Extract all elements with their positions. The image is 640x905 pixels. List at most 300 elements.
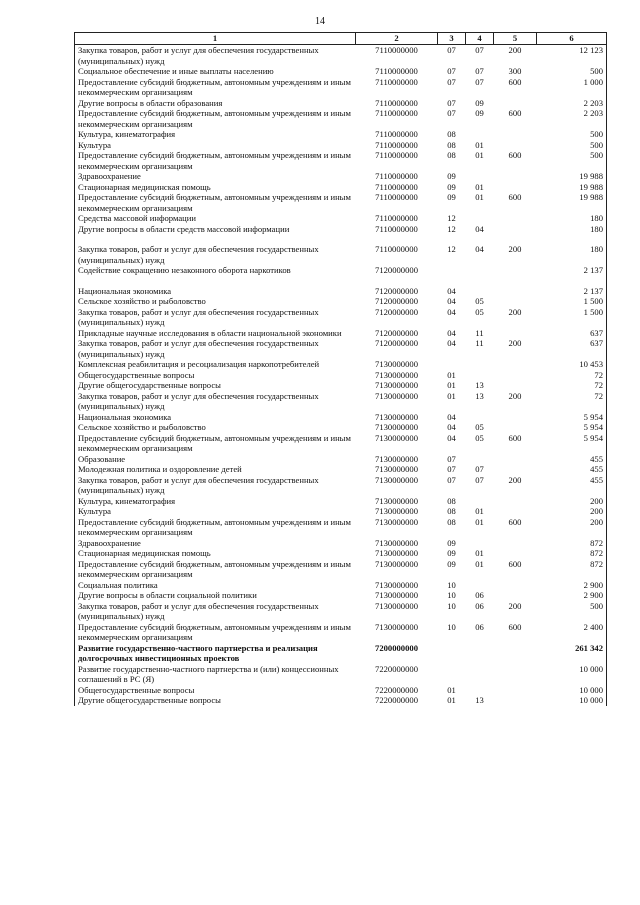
row-code: 7130000000	[375, 600, 418, 611]
row-subsection	[466, 234, 494, 244]
row-name: Закупка товаров, работ и услуг для обеспечения государственных (муниципальных) нужд	[75, 244, 356, 265]
row-code: 7110000000	[375, 45, 418, 55]
row-section: 09	[447, 171, 456, 181]
row-section: 07	[447, 66, 456, 76]
row-amount: 2 137	[537, 286, 607, 297]
row-amount: 637	[537, 338, 607, 359]
row-name: Предоставление субсидий бюджетным, автономным учреждениям и иным некоммерческим организациям	[75, 433, 356, 454]
row-name: Предоставление субсидий бюджетным, автономным учреждениям и иным некоммерческим организациям	[75, 559, 356, 580]
row-section: 01	[447, 390, 456, 401]
row-subsection	[466, 370, 494, 381]
row-amount: 10 453	[537, 359, 607, 370]
row-amount: 10 000	[537, 695, 607, 706]
row-section: 10	[447, 579, 456, 590]
row-expense-type	[494, 296, 537, 307]
row-subsection: 06	[475, 621, 484, 632]
row-code: 7120000000	[375, 327, 418, 338]
row-section: 04	[447, 432, 456, 443]
row-subsection	[466, 171, 494, 182]
table-row	[75, 328, 607, 339]
row-amount: 500	[537, 140, 607, 151]
row-expense-type	[494, 328, 537, 339]
row-subsection	[466, 286, 494, 297]
row-code: 7110000000	[375, 150, 418, 160]
row-subsection: 04	[475, 223, 484, 234]
row-name: Закупка товаров, работ и услуг для обеспечения государственных (муниципальных) нужд	[75, 45, 356, 67]
row-expense-type	[494, 286, 537, 297]
row-section: 08	[447, 506, 456, 516]
row-section	[438, 643, 466, 664]
row-section: 04	[447, 327, 456, 338]
row-amount: 500	[537, 601, 607, 622]
row-expense-type	[494, 685, 537, 696]
row-section	[438, 664, 466, 685]
table-row	[75, 171, 607, 182]
table-row	[75, 464, 607, 475]
row-amount: 72	[537, 370, 607, 381]
row-code: 7130000000	[375, 464, 418, 474]
row-code: 7130000000	[375, 411, 418, 422]
table-row	[75, 433, 607, 454]
table-row	[75, 338, 607, 359]
table-row	[75, 265, 607, 276]
row-amount: 19 988	[537, 192, 607, 213]
row-code: 7110000000	[375, 139, 418, 150]
row-expense-type	[494, 538, 537, 549]
table-row	[75, 391, 607, 412]
row-amount: 2 400	[537, 622, 607, 643]
row-section: 10	[447, 590, 456, 600]
row-section: 08	[447, 150, 456, 160]
row-code: 7110000000	[375, 171, 418, 181]
table-row	[75, 412, 607, 423]
row-subsection: 13	[475, 695, 484, 705]
row-expense-type	[494, 496, 537, 507]
row-code: 7110000000	[375, 192, 418, 202]
row-expense-type	[494, 213, 537, 224]
row-section: 08	[447, 139, 456, 150]
row-subsection: 07	[475, 76, 484, 87]
row-subsection	[466, 664, 494, 685]
row-expense-type	[494, 98, 537, 109]
row-expense-type	[494, 580, 537, 591]
table-row	[75, 380, 607, 391]
table-row	[75, 590, 607, 601]
table-row	[75, 224, 607, 235]
row-expense-type: 600	[508, 621, 522, 632]
row-subsection: 13	[475, 390, 484, 401]
table-row	[75, 66, 607, 77]
row-code: 7110000000	[375, 97, 418, 108]
row-name: Предоставление субсидий бюджетным, автономным учреждениям и иным некоммерческим организациям	[75, 150, 356, 171]
row-amount: 1 500	[537, 307, 607, 328]
row-expense-type: 200	[508, 244, 522, 254]
table-row	[75, 108, 607, 129]
row-section: 09	[447, 548, 456, 558]
row-name: Другие вопросы в области социальной политики	[75, 590, 356, 601]
row-expense-type	[494, 643, 537, 664]
row-expense-type	[494, 548, 537, 559]
row-expense-type: 200	[508, 45, 522, 55]
row-subsection: 06	[475, 590, 484, 600]
row-expense-type	[494, 359, 537, 370]
row-expense-type	[494, 380, 537, 391]
row-name: Другие общегосударственные вопросы	[75, 695, 356, 706]
table-row	[75, 77, 607, 98]
row-section: 04	[447, 422, 456, 432]
row-code: 7110000000	[375, 244, 418, 254]
budget-table	[74, 32, 607, 706]
row-subsection: 05	[475, 432, 484, 443]
row-expense-type: 600	[508, 516, 522, 527]
table-row	[75, 695, 607, 706]
row-amount: 500	[537, 129, 607, 140]
header-col-5: 5	[494, 33, 537, 45]
row-code: 7110000000	[375, 129, 418, 139]
row-subsection: 01	[475, 506, 484, 516]
header-col-6: 6	[537, 33, 607, 45]
row-section	[438, 234, 466, 244]
row-section: 09	[447, 537, 456, 548]
row-subsection: 05	[475, 296, 484, 306]
row-name: Сельское хозяйство и рыболовство	[75, 422, 356, 433]
row-section: 09	[447, 558, 456, 569]
row-code: 7110000000	[375, 108, 418, 118]
row-name: Стационарная медицинская помощь	[75, 548, 356, 559]
row-code: 7110000000	[375, 223, 418, 234]
row-expense-type	[494, 590, 537, 601]
row-section: 12	[447, 244, 456, 254]
row-section: 01	[447, 369, 456, 380]
row-subsection	[466, 685, 494, 696]
row-section: 07	[447, 464, 456, 474]
row-amount: 19 988	[537, 182, 607, 193]
table-row	[75, 296, 607, 307]
row-code: 7110000000	[375, 181, 418, 192]
row-name: Предоставление субсидий бюджетным, автономным учреждениям и иным некоммерческим организациям	[75, 192, 356, 213]
row-name: Закупка товаров, работ и услуг для обеспечения государственных (муниципальных) нужд	[75, 338, 356, 359]
row-subsection	[466, 538, 494, 549]
table-row	[75, 422, 607, 433]
row-expense-type: 200	[508, 390, 522, 401]
row-name: Национальная экономика	[75, 412, 356, 423]
row-subsection	[466, 213, 494, 224]
row-amount: 872	[537, 548, 607, 559]
row-section: 12	[447, 213, 456, 223]
row-section: 04	[447, 285, 456, 296]
row-code: 7130000000	[375, 516, 418, 527]
row-section: 08	[447, 129, 456, 139]
header-col-2: 2	[356, 33, 438, 45]
row-subsection: 01	[475, 516, 484, 527]
row-name	[75, 234, 356, 244]
table-row	[75, 98, 607, 109]
row-amount: 872	[537, 559, 607, 580]
row-expense-type: 300	[508, 66, 522, 76]
row-amount: 455	[537, 454, 607, 465]
row-name: Другие общегосударственные вопросы	[75, 380, 356, 391]
table-row	[75, 45, 607, 67]
row-name: Социальная политика	[75, 580, 356, 591]
table-row	[75, 559, 607, 580]
row-subsection: 13	[475, 380, 484, 390]
row-amount: 200	[537, 496, 607, 507]
table-header	[75, 33, 607, 45]
row-expense-type	[494, 129, 537, 140]
row-expense-type: 600	[508, 76, 522, 87]
row-subsection: 01	[475, 139, 484, 150]
row-subsection	[466, 454, 494, 465]
row-expense-type	[494, 454, 537, 465]
row-expense-type: 600	[508, 150, 522, 160]
table-row	[75, 506, 607, 517]
table-row	[75, 475, 607, 496]
row-code: 7120000000	[375, 306, 418, 317]
row-code: 7130000000	[375, 390, 418, 401]
row-section: 04	[447, 296, 456, 306]
row-expense-type	[494, 224, 537, 235]
row-subsection: 07	[475, 45, 484, 55]
table-row	[75, 601, 607, 622]
row-subsection: 04	[475, 244, 484, 254]
row-name	[75, 276, 356, 286]
row-amount: 200	[537, 506, 607, 517]
row-code: 7130000000	[375, 495, 418, 506]
row-amount: 72	[537, 391, 607, 412]
row-amount: 455	[537, 475, 607, 496]
row-section: 09	[447, 192, 456, 202]
row-code: 7130000000	[375, 506, 418, 516]
row-code: 7110000000	[375, 213, 418, 223]
row-name: Другие вопросы в области средств массовой информации	[75, 224, 356, 235]
row-subsection: 05	[475, 422, 484, 432]
row-expense-type	[494, 276, 537, 286]
row-section: 01	[447, 684, 456, 695]
table-row	[75, 454, 607, 465]
row-name: Содействие сокращению незаконного оборота наркотиков	[75, 265, 356, 276]
row-code: 7220000000	[375, 684, 418, 695]
row-code: 7130000000	[375, 579, 418, 590]
row-subsection: 01	[475, 548, 484, 558]
row-code: 7130000000	[375, 558, 418, 569]
row-name: Предоставление субсидий бюджетным, автономным учреждениям и иным некоммерческим организациям	[75, 517, 356, 538]
row-code: 7220000000	[375, 663, 418, 674]
row-subsection: 07	[475, 66, 484, 76]
table-row	[75, 685, 607, 696]
row-name: Культура, кинематография	[75, 496, 356, 507]
row-amount: 180	[537, 213, 607, 224]
row-section: 07	[447, 453, 456, 464]
row-subsection: 09	[475, 97, 484, 108]
table-body	[75, 45, 607, 706]
table-row	[75, 234, 607, 244]
table-row	[75, 643, 607, 664]
row-expense-type	[494, 464, 537, 475]
row-amount: 5 954	[537, 422, 607, 433]
row-amount: 10 000	[537, 664, 607, 685]
row-subsection: 01	[475, 181, 484, 192]
row-section: 01	[447, 695, 456, 705]
row-amount: 2 203	[537, 108, 607, 129]
row-expense-type	[494, 695, 537, 706]
row-section: 07	[447, 45, 456, 55]
row-section: 04	[447, 306, 456, 317]
table-row	[75, 517, 607, 538]
row-code: 7120000000	[375, 265, 418, 275]
row-name: Прикладные научные исследования в области национальной экономики	[75, 328, 356, 339]
row-name: Предоставление субсидий бюджетным, автономным учреждениям и иным некоммерческим организациям	[75, 77, 356, 98]
table-row	[75, 370, 607, 381]
row-amount: 180	[537, 244, 607, 265]
table-row	[75, 276, 607, 286]
row-amount: 10 000	[537, 685, 607, 696]
row-expense-type: 200	[508, 474, 522, 485]
row-amount: 2 900	[537, 580, 607, 591]
row-subsection	[466, 276, 494, 286]
header-col-3: 3	[438, 33, 466, 45]
table-row	[75, 129, 607, 140]
table-row	[75, 307, 607, 328]
row-code	[356, 276, 438, 286]
row-name: Культура	[75, 140, 356, 151]
page-number: 14	[315, 16, 325, 27]
row-subsection: 07	[475, 464, 484, 474]
table-row	[75, 664, 607, 685]
row-expense-type	[494, 140, 537, 151]
row-amount: 19 988	[537, 171, 607, 182]
row-subsection: 07	[475, 474, 484, 485]
row-section: 10	[447, 621, 456, 632]
row-name: Предоставление субсидий бюджетным, автономным учреждениям и иным некоммерческим организациям	[75, 108, 356, 129]
row-name: Здравоохранение	[75, 171, 356, 182]
row-name: Культура, кинематография	[75, 129, 356, 140]
row-name: Национальная экономика	[75, 286, 356, 297]
row-expense-type	[494, 412, 537, 423]
row-amount: 500	[537, 150, 607, 171]
row-name: Закупка товаров, работ и услуг для обеспечения государственных (муниципальных) нужд	[75, 391, 356, 412]
row-code: 7130000000	[375, 548, 418, 558]
row-name: Развитие государственно-частного партнерства и реализация долгосрочных инвестиционных проектов	[75, 643, 356, 664]
table-row	[75, 580, 607, 591]
row-expense-type	[494, 422, 537, 433]
row-code: 7120000000	[375, 296, 418, 306]
row-name: Социальное обеспечение и иные выплаты населению	[75, 66, 356, 77]
row-amount: 2 203	[537, 98, 607, 109]
row-section: 07	[447, 76, 456, 87]
row-name: Закупка товаров, работ и услуг для обеспечения государственных (муниципальных) нужд	[75, 475, 356, 496]
row-section	[438, 359, 466, 370]
row-name: Предоставление субсидий бюджетным, автономным учреждениям и иным некоммерческим организациям	[75, 622, 356, 643]
row-name: Здравоохранение	[75, 538, 356, 549]
row-section: 04	[447, 411, 456, 422]
row-expense-type	[494, 234, 537, 244]
row-amount: 180	[537, 224, 607, 235]
row-name: Стационарная медицинская помощь	[75, 182, 356, 193]
row-amount: 1 500	[537, 296, 607, 307]
row-amount: 1 000	[537, 77, 607, 98]
row-name: Общегосударственные вопросы	[75, 370, 356, 381]
row-code: 7110000000	[375, 76, 418, 87]
row-code	[356, 234, 438, 244]
row-amount: 5 954	[537, 433, 607, 454]
row-code: 7130000000	[375, 422, 418, 432]
row-expense-type	[494, 265, 537, 276]
row-subsection	[466, 412, 494, 423]
row-amount: 261 342	[537, 643, 607, 664]
row-expense-type	[494, 506, 537, 517]
row-name: Комплексная реабилитация и ресоциализация наркопотребителей	[75, 359, 356, 370]
row-code: 7130000000	[375, 590, 418, 600]
row-subsection: 01	[475, 192, 484, 202]
row-amount: 72	[537, 380, 607, 391]
row-code: 7130000000	[375, 621, 418, 632]
row-expense-type: 600	[508, 192, 522, 202]
row-expense-type: 200	[508, 338, 522, 348]
row-section: 04	[447, 338, 456, 348]
row-name: Закупка товаров, работ и услуг для обеспечения государственных (муниципальных) нужд	[75, 601, 356, 622]
row-subsection	[466, 643, 494, 664]
row-section: 07	[447, 474, 456, 485]
row-section: 08	[447, 495, 456, 506]
row-expense-type: 200	[508, 600, 522, 611]
table-row	[75, 244, 607, 265]
row-expense-type: 600	[508, 432, 522, 443]
row-subsection	[466, 129, 494, 140]
row-amount: 2 900	[537, 590, 607, 601]
row-code: 7130000000	[375, 359, 418, 369]
row-amount: 2 137	[537, 265, 607, 276]
row-subsection: 06	[475, 600, 484, 611]
row-expense-type	[494, 182, 537, 193]
row-section: 09	[447, 181, 456, 192]
row-section: 07	[447, 108, 456, 118]
row-name: Развитие государственно-частного партнерства и (или) концессионных соглашений в РС (Я)	[75, 664, 356, 685]
row-section: 12	[447, 223, 456, 234]
row-subsection	[466, 496, 494, 507]
row-subsection	[466, 265, 494, 276]
row-expense-type	[494, 664, 537, 685]
row-amount: 455	[537, 464, 607, 475]
row-code: 7200000000	[375, 642, 418, 653]
row-section: 01	[447, 380, 456, 390]
table-row	[75, 622, 607, 643]
table-row	[75, 150, 607, 171]
row-amount: 200	[537, 517, 607, 538]
table-row	[75, 192, 607, 213]
row-name: Другие вопросы в области образования	[75, 98, 356, 109]
row-code: 7130000000	[375, 474, 418, 485]
row-section: 07	[447, 97, 456, 108]
row-section	[438, 276, 466, 286]
table-row	[75, 538, 607, 549]
row-name: Сельское хозяйство и рыболовство	[75, 296, 356, 307]
row-subsection: 11	[475, 327, 484, 338]
row-subsection	[466, 359, 494, 370]
row-amount: 5 954	[537, 412, 607, 423]
row-name: Общегосударственные вопросы	[75, 685, 356, 696]
row-name: Образование	[75, 454, 356, 465]
row-section: 10	[447, 600, 456, 611]
row-section	[438, 265, 466, 276]
table-row	[75, 286, 607, 297]
row-name: Средства массовой информации	[75, 213, 356, 224]
row-code: 7110000000	[375, 66, 418, 76]
table-row	[75, 496, 607, 507]
table-row	[75, 548, 607, 559]
row-code: 7130000000	[375, 432, 418, 443]
table-row	[75, 213, 607, 224]
row-code: 7120000000	[375, 285, 418, 296]
